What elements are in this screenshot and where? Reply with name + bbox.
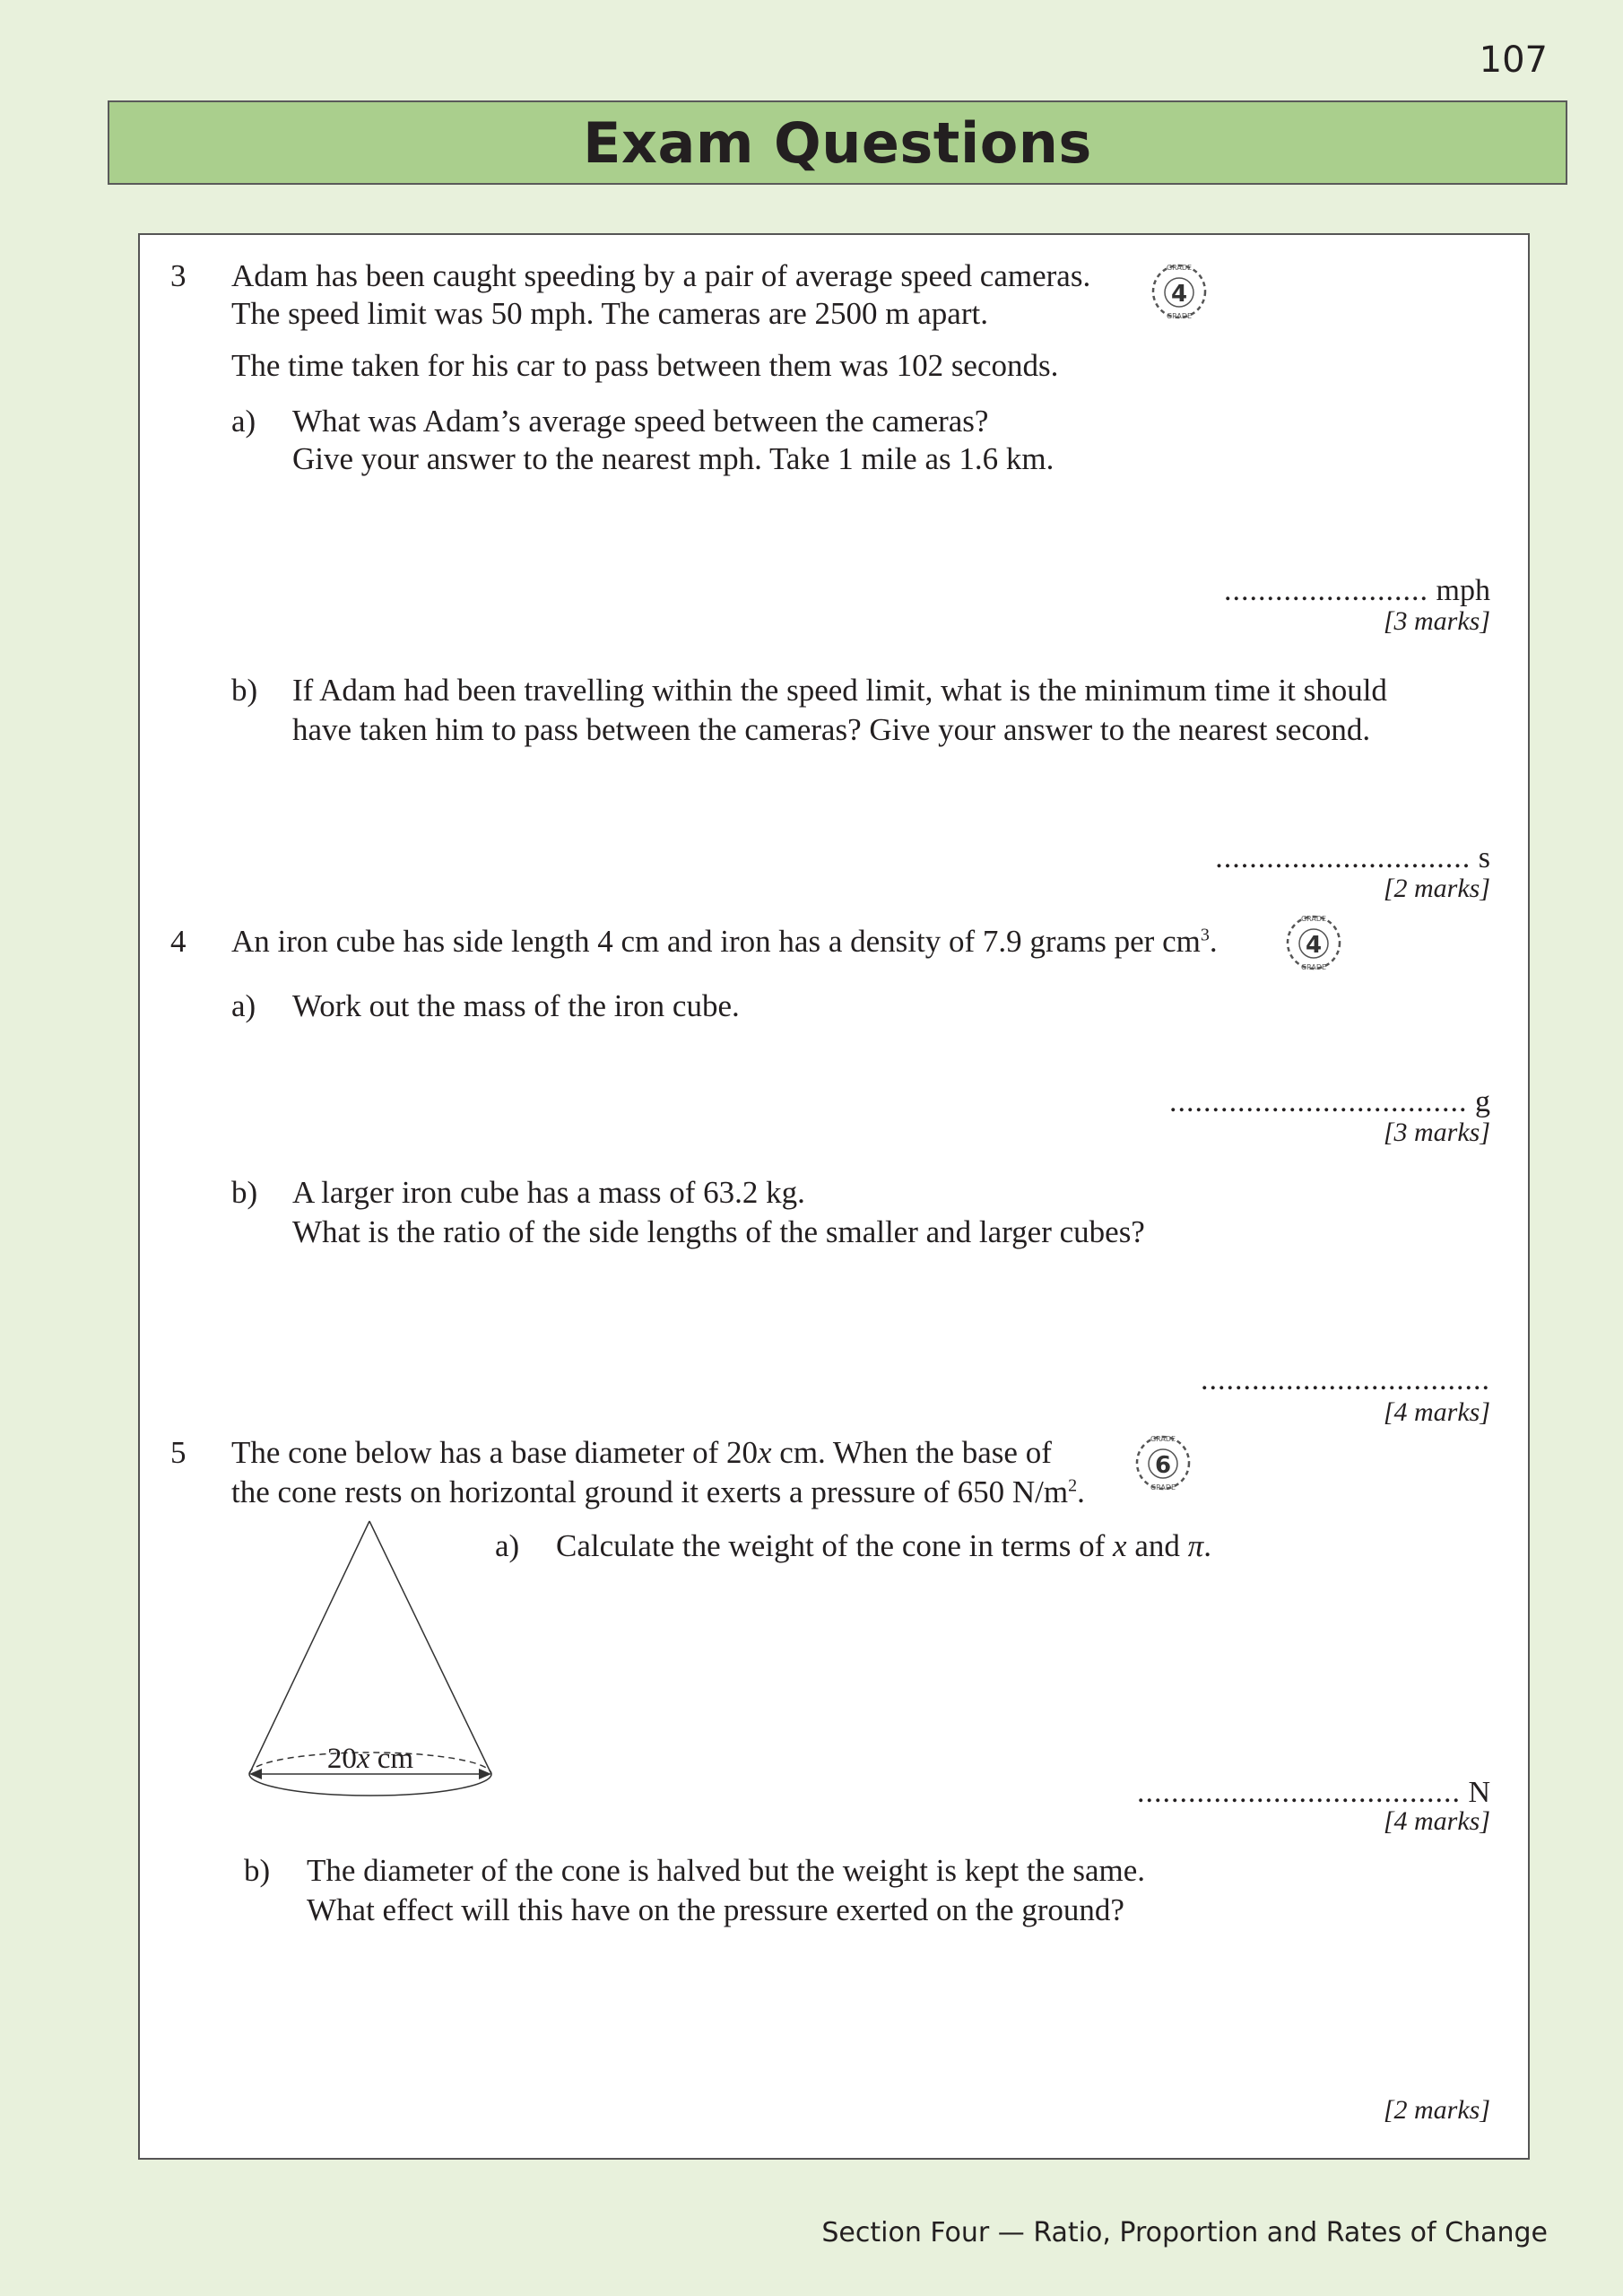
answer-dots: ................................... <box>1169 1085 1468 1118</box>
q3-line-2: The speed limit was 50 mph. The cameras are 2500 m apart. <box>231 296 988 331</box>
q5a-line-1: Calculate the weight of the cone in terms of x and π. <box>556 1528 1211 1563</box>
grade-value: 4 <box>1170 281 1188 308</box>
q5a-marks: [4 marks] <box>1383 1806 1490 1836</box>
q3b-answer-line[interactable] <box>1215 841 1490 875</box>
answer-dots: .............................. <box>1215 841 1471 874</box>
q5b-marks: [2 marks] <box>1383 2095 1490 2125</box>
grade-4-badge <box>1150 262 1209 321</box>
q3a-answer-line[interactable] <box>1224 574 1490 608</box>
q3-line-3: The time taken for his car to pass between them was 102 seconds. <box>231 348 1059 383</box>
answer-unit: s <box>1478 841 1490 874</box>
q5-line-2: the cone rests on horizontal ground it exerts a pressure of 650 $N/m^2$. <box>231 1474 1085 1509</box>
grade-value: 6 <box>1154 1452 1172 1479</box>
q5b-label: b) <box>244 1853 271 1888</box>
q5a-label: a) <box>495 1528 520 1563</box>
page-title: Exam Questions <box>583 109 1092 176</box>
q4b-answer-line[interactable] <box>1201 1363 1490 1397</box>
q4a-answer-line[interactable] <box>1169 1085 1490 1119</box>
q3a-line-2: Give your answer to the nearest mph. Take 1 mile as 1.6 km. <box>292 441 1055 476</box>
grade-label: GRADE <box>1150 1483 1176 1492</box>
q3b-line-1: If Adam had been travelling within the speed limit, what is the minimum time it should <box>292 673 1387 708</box>
q3b-marks: [2 marks] <box>1383 874 1490 903</box>
q3a-marks: [3 marks] <box>1383 606 1490 636</box>
q5b-line-2: What effect will this have on the pressure exerted on the ground? <box>307 1892 1124 1927</box>
section-footer: Section Four — Ratio, Proportion and Rates of Change <box>821 2217 1548 2248</box>
q4b-label: b) <box>231 1175 258 1210</box>
q3a-label: a) <box>231 404 256 439</box>
grade-label: GRADE <box>1300 915 1327 923</box>
grade-label: GRADE <box>1300 963 1327 971</box>
cone-diameter-label: 20x cm <box>326 1743 414 1775</box>
q5a-answer-line[interactable] <box>1137 1776 1490 1810</box>
page-number: 107 <box>1479 39 1548 81</box>
q4b-marks: [4 marks] <box>1383 1397 1490 1427</box>
answer-dots: ........................ <box>1224 574 1429 607</box>
grade-label: GRADE <box>1166 264 1193 272</box>
answer-dots: ...................................... <box>1136 1776 1461 1809</box>
grade-label: GRADE <box>1166 312 1193 320</box>
q4-number: 4 <box>170 924 187 959</box>
q5-number: 5 <box>170 1435 187 1470</box>
q4a-line-1: Work out the mass of the iron cube. <box>292 988 740 1023</box>
q4b-line-1: A larger iron cube has a mass of 63.2 kg. <box>292 1175 805 1210</box>
q3b-line-2: have taken him to pass between the cameras? Give your answer to the nearest second. <box>292 712 1371 747</box>
title-banner <box>108 100 1567 185</box>
q5b-line-1: The diameter of the cone is halved but the weight is kept the same. <box>307 1853 1145 1888</box>
answer-unit: mph <box>1436 574 1490 607</box>
q3-line-1: Adam has been caught speeding by a pair of average speed cameras. <box>231 258 1091 293</box>
exam-questions-box <box>138 233 1530 2160</box>
q3a-line-1: What was Adam’s average speed between the cameras? <box>292 404 989 439</box>
grade-4-badge <box>1284 913 1343 972</box>
q3b-label: b) <box>231 673 258 708</box>
q4-line-1: An iron cube has side length 4 cm and iron has a density of 7.9 grams per $cm^3$. <box>231 924 1218 959</box>
grade-6-badge <box>1133 1433 1193 1492</box>
answer-unit: g <box>1475 1085 1490 1118</box>
answer-unit: N <box>1468 1776 1490 1809</box>
grade-label: GRADE <box>1150 1435 1176 1443</box>
q4a-label: a) <box>231 988 256 1023</box>
cone-diagram <box>239 1518 516 1805</box>
q3-number: 3 <box>170 258 187 293</box>
q4a-marks: [3 marks] <box>1383 1118 1490 1147</box>
grade-value: 4 <box>1305 932 1323 959</box>
q4b-line-2: What is the ratio of the side lengths of the smaller and larger cubes? <box>292 1214 1145 1249</box>
q5-line-1: The cone below has a base diameter of 20x cm. When the base of <box>231 1435 1052 1470</box>
answer-dots: .................................. <box>1201 1363 1490 1396</box>
